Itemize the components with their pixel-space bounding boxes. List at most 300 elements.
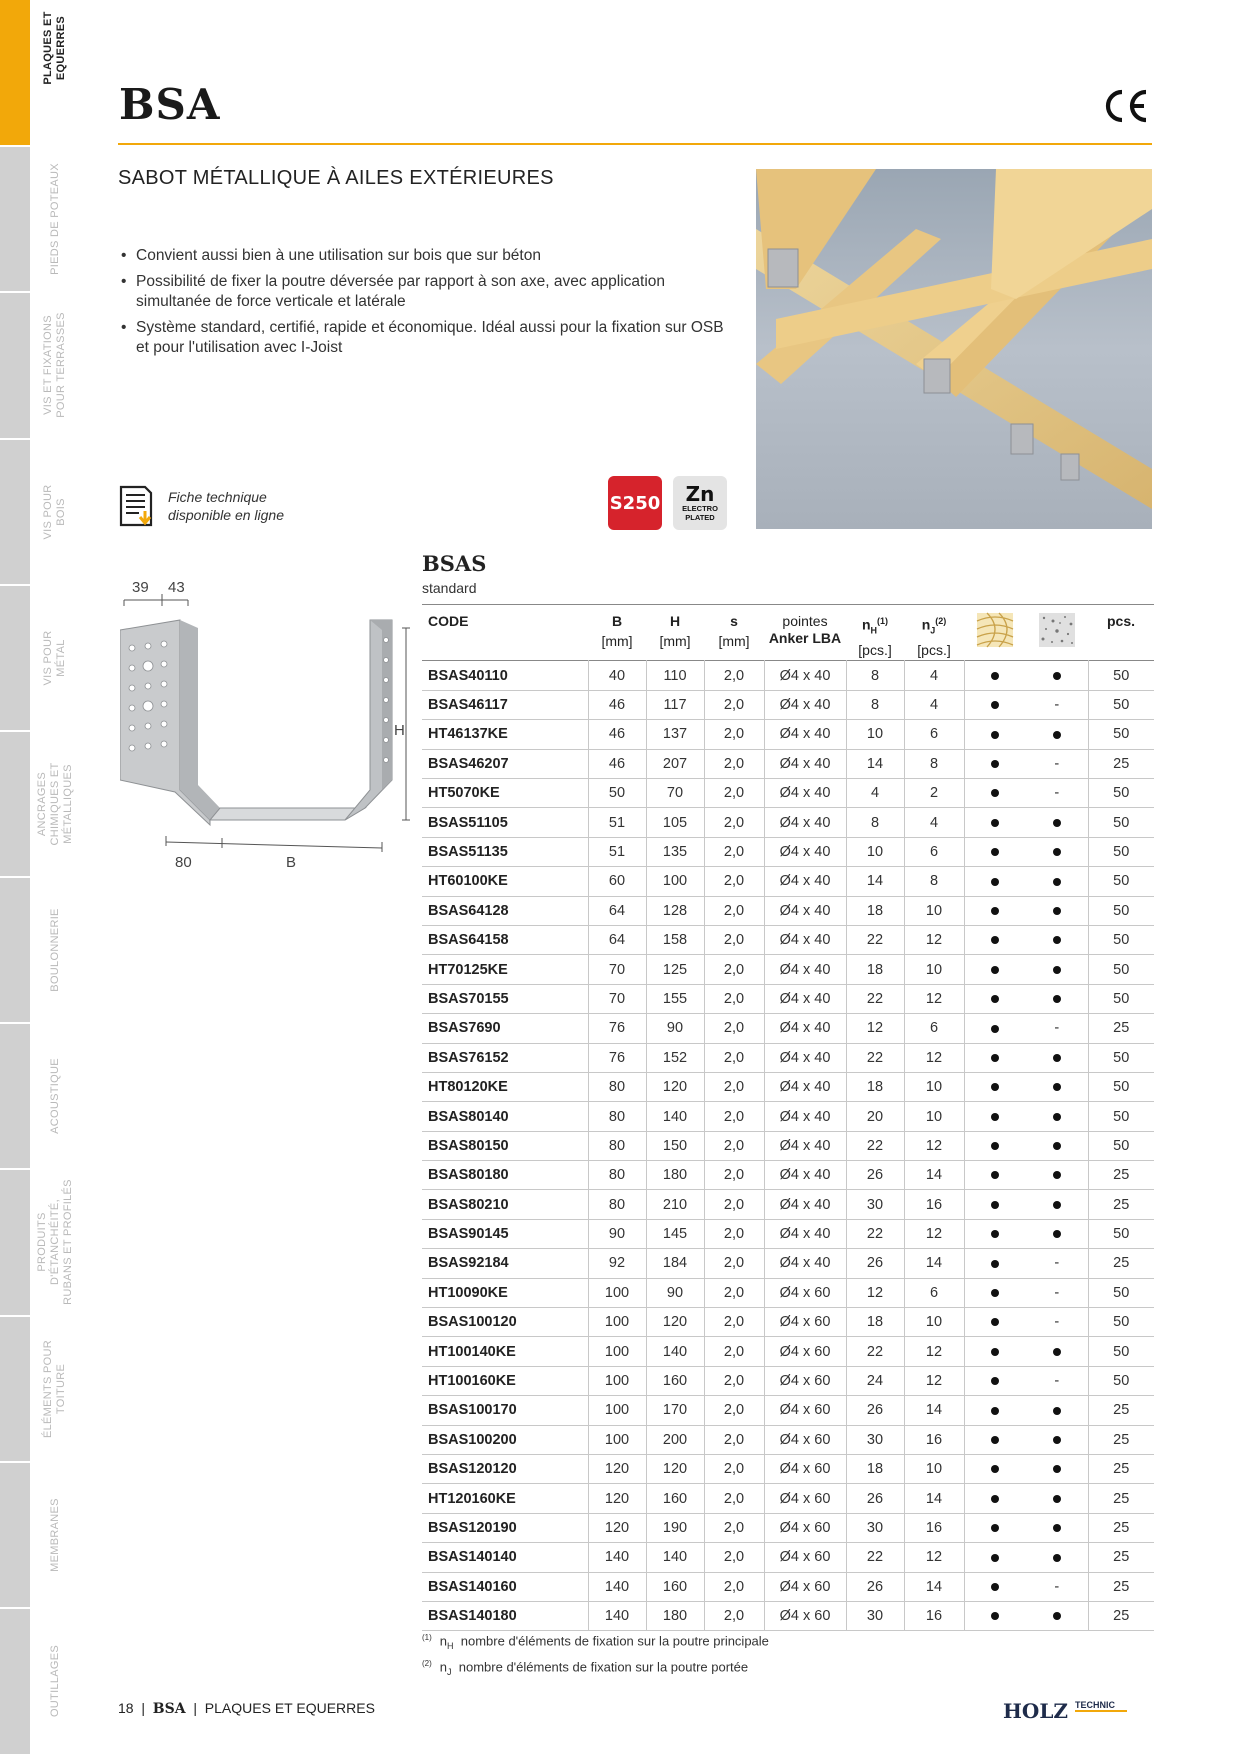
cell-concrete — [1026, 984, 1088, 1013]
cell-code: HT100140KE — [428, 1343, 516, 1360]
zn-sub-line: PLATED — [685, 513, 715, 522]
cell-concrete — [1026, 1043, 1088, 1072]
sidebar-tab-line: MÉTAL — [55, 639, 67, 677]
sidebar-tab-line: EQUERRES — [55, 15, 67, 81]
cell-concrete — [1026, 1219, 1088, 1248]
cell-h: 90 — [646, 1278, 704, 1307]
cell-s: 2,0 — [704, 1249, 764, 1278]
cell-code: HT120160KE — [428, 1490, 516, 1507]
cell-code: BSAS140180 — [428, 1608, 517, 1625]
table-row — [422, 779, 1154, 808]
cell-pcs: 50 — [1088, 779, 1154, 808]
cell-nh: 26 — [846, 1249, 904, 1278]
cell-nails: Ø4 x 60 — [764, 1425, 846, 1454]
footnote-symbol: n — [439, 1659, 448, 1675]
availability-dot — [991, 1377, 999, 1385]
availability-dot — [1053, 1113, 1061, 1121]
col-header-nh — [846, 605, 904, 661]
footnote — [422, 1629, 769, 1655]
availability-dot — [991, 1171, 999, 1179]
sidebar-tab-label[interactable] — [35, 734, 75, 874]
product-drawing — [120, 580, 420, 880]
cell-s: 2,0 — [704, 1278, 764, 1307]
cell-pcs: 25 — [1088, 1455, 1154, 1484]
cell-s: 2,0 — [704, 984, 764, 1013]
cell-wood — [964, 1072, 1026, 1101]
cell-nh: 24 — [846, 1366, 904, 1395]
cell-pcs: 50 — [1088, 1131, 1154, 1160]
zn-sublabel — [682, 504, 718, 522]
cell-h: 150 — [646, 1131, 704, 1160]
footnote-text: nombre d'éléments de fixation sur la poutre principale — [460, 1633, 769, 1649]
availability-dot — [991, 731, 999, 739]
cell-concrete: - — [1054, 697, 1060, 714]
cell-nh: 26 — [846, 1396, 904, 1425]
cell-nh: 22 — [846, 1131, 904, 1160]
sidebar-tab[interactable] — [0, 877, 30, 1023]
cell-nails: Ø4 x 60 — [764, 1513, 846, 1542]
col-header-label: H — [669, 613, 681, 629]
cell-s: 2,0 — [704, 1513, 764, 1542]
footnote — [422, 1655, 769, 1681]
availability-dot — [1053, 1348, 1061, 1356]
cell-s: 2,0 — [704, 1102, 764, 1131]
fiche-technique-text — [168, 488, 328, 524]
cell-wood — [964, 1572, 1026, 1601]
sidebar-tab[interactable] — [0, 0, 30, 146]
availability-dot — [1053, 878, 1061, 886]
cell-nj: 12 — [904, 1219, 964, 1248]
sidebar-separator — [0, 1461, 30, 1463]
availability-dot — [991, 1113, 999, 1121]
cell-h: 137 — [646, 720, 704, 749]
cell-nj: 6 — [904, 720, 964, 749]
cell-nj: 6 — [904, 837, 964, 866]
sidebar-tab-line: CHIMIQUES ET — [48, 762, 61, 846]
logo-sub-text: TECHNIC — [1075, 1700, 1115, 1710]
cell-h: 100 — [646, 867, 704, 896]
cell-s: 2,0 — [704, 1337, 764, 1366]
cell-b: 60 — [588, 867, 646, 896]
cell-nails: Ø4 x 40 — [764, 1043, 846, 1072]
cell-nails: Ø4 x 40 — [764, 1102, 846, 1131]
cell-pcs: 25 — [1088, 1513, 1154, 1542]
availability-dot — [1053, 966, 1061, 974]
cell-nh: 30 — [846, 1513, 904, 1542]
cell-nh: 22 — [846, 1219, 904, 1248]
sidebar-tab-line: VIS ET FIXATIONS — [42, 315, 54, 416]
cell-concrete — [1026, 925, 1088, 954]
cell-nj: 12 — [904, 925, 964, 954]
cell-nj: 10 — [904, 955, 964, 984]
cell-nj: 16 — [904, 1601, 964, 1630]
availability-dot — [991, 1524, 999, 1532]
cell-nh: 22 — [846, 984, 904, 1013]
cell-nj: 12 — [904, 1543, 964, 1572]
cell-h: 180 — [646, 1161, 704, 1190]
cell-b: 100 — [588, 1278, 646, 1307]
sidebar-tab-label[interactable] — [35, 1465, 75, 1605]
cell-concrete — [1026, 1601, 1088, 1630]
cell-code: BSAS70155 — [428, 990, 509, 1007]
cell-wood — [964, 720, 1026, 749]
cell-wood — [964, 1043, 1026, 1072]
col-header-wood — [964, 605, 1026, 661]
table-row — [422, 1366, 1154, 1395]
cell-pcs: 25 — [1088, 1543, 1154, 1572]
cell-b: 100 — [588, 1366, 646, 1395]
cell-s: 2,0 — [704, 1190, 764, 1219]
cell-nh: 12 — [846, 1278, 904, 1307]
cell-code: BSAS140140 — [428, 1549, 517, 1566]
cell-nj: 10 — [904, 1455, 964, 1484]
cell-nh: 10 — [846, 837, 904, 866]
cell-h: 140 — [646, 1543, 704, 1572]
sidebar-tab-line: BOULONNERIE — [48, 908, 61, 992]
table-row — [422, 1513, 1154, 1542]
cell-nj: 6 — [904, 1014, 964, 1043]
cell-nails: Ø4 x 40 — [764, 984, 846, 1013]
cell-s: 2,0 — [704, 1131, 764, 1160]
cell-code: HT80120KE — [428, 1079, 508, 1096]
table-body — [422, 661, 1154, 1631]
cell-wood — [964, 1337, 1026, 1366]
cell-s: 2,0 — [704, 896, 764, 925]
sidebar-tab-label[interactable] — [35, 588, 75, 728]
availability-dot — [1053, 1201, 1061, 1209]
sidebar-tab-line: VIS POUR — [42, 484, 54, 540]
cell-concrete — [1026, 1161, 1088, 1190]
sidebar-tab[interactable] — [0, 1169, 30, 1315]
sidebar-separator — [0, 730, 30, 732]
cell-nails: Ø4 x 40 — [764, 1072, 846, 1101]
cell-h: 117 — [646, 690, 704, 719]
cell-b: 64 — [588, 896, 646, 925]
zn-label: Zn — [685, 482, 715, 506]
sidebar-separator — [0, 438, 30, 440]
cell-h: 145 — [646, 1219, 704, 1248]
cell-pcs: 50 — [1088, 720, 1154, 749]
cell-b: 50 — [588, 779, 646, 808]
cell-code: BSAS80180 — [428, 1167, 509, 1184]
cell-s: 2,0 — [704, 867, 764, 896]
cell-nh: 20 — [846, 1102, 904, 1131]
cell-code: HT70125KE — [428, 961, 508, 978]
cell-wood — [964, 837, 1026, 866]
sidebar-tab-line: MÉTALLIQUES — [61, 764, 74, 844]
cell-pcs: 25 — [1088, 1601, 1154, 1630]
cell-code: BSAS80140 — [428, 1108, 509, 1125]
sidebar-tab-line: ANCRAGES — [35, 771, 48, 836]
cell-h: 120 — [646, 1308, 704, 1337]
cell-pcs: 50 — [1088, 925, 1154, 954]
cell-nails: Ø4 x 40 — [764, 1249, 846, 1278]
cell-wood — [964, 1249, 1026, 1278]
cell-nails: Ø4 x 40 — [764, 661, 846, 690]
cell-nh: 30 — [846, 1190, 904, 1219]
availability-dot — [1053, 1612, 1061, 1620]
col-header-label: n — [861, 616, 871, 633]
cell-pcs: 50 — [1088, 661, 1154, 690]
cell-b: 46 — [588, 690, 646, 719]
sidebar-separator — [0, 1315, 30, 1317]
col-header-s — [704, 605, 764, 661]
cell-b: 80 — [588, 1161, 646, 1190]
table-row — [422, 1014, 1154, 1043]
cell-nj: 8 — [904, 749, 964, 778]
cell-code: BSAS64128 — [428, 902, 509, 919]
cell-b: 51 — [588, 837, 646, 866]
page-number: 18 — [118, 1700, 134, 1716]
cell-h: 128 — [646, 896, 704, 925]
cell-pcs: 50 — [1088, 1278, 1154, 1307]
availability-dot — [1053, 995, 1061, 1003]
sidebar-tab-label[interactable] — [35, 0, 75, 118]
cell-b: 140 — [588, 1572, 646, 1601]
cell-pcs: 50 — [1088, 955, 1154, 984]
cell-b: 64 — [588, 925, 646, 954]
cell-pcs: 50 — [1088, 1219, 1154, 1248]
cell-nj: 4 — [904, 808, 964, 837]
availability-dot — [991, 1025, 999, 1033]
cell-pcs: 50 — [1088, 867, 1154, 896]
cell-b: 140 — [588, 1601, 646, 1630]
cell-nh: 22 — [846, 1043, 904, 1072]
table-row — [422, 955, 1154, 984]
col-header-concrete — [1026, 605, 1088, 661]
cell-pcs: 25 — [1088, 1396, 1154, 1425]
sidebar-tab-label[interactable] — [35, 1026, 75, 1166]
cell-b: 40 — [588, 661, 646, 690]
cell-nails: Ø4 x 60 — [764, 1572, 846, 1601]
table-row — [422, 1425, 1154, 1454]
cell-nails: Ø4 x 40 — [764, 749, 846, 778]
sidebar-separator — [0, 1022, 30, 1024]
cell-wood — [964, 661, 1026, 690]
cell-h: 210 — [646, 1190, 704, 1219]
sidebar-tab-label[interactable] — [35, 149, 75, 289]
table-header — [422, 605, 1154, 661]
cell-nails: Ø4 x 60 — [764, 1396, 846, 1425]
cell-nails: Ø4 x 40 — [764, 1219, 846, 1248]
cell-s: 2,0 — [704, 1484, 764, 1513]
cell-s: 2,0 — [704, 749, 764, 778]
cell-concrete — [1026, 1396, 1088, 1425]
cell-nh: 8 — [846, 808, 904, 837]
spec-table — [422, 604, 1154, 1631]
sidebar-tab-label[interactable] — [35, 880, 75, 1020]
cell-nails: Ø4 x 60 — [764, 1366, 846, 1395]
cell-code: BSAS64158 — [428, 932, 509, 949]
cell-s: 2,0 — [704, 1366, 764, 1395]
cell-nails: Ø4 x 40 — [764, 837, 846, 866]
cell-h: 125 — [646, 955, 704, 984]
cell-s: 2,0 — [704, 808, 764, 837]
cell-nh: 4 — [846, 779, 904, 808]
cell-b: 92 — [588, 1249, 646, 1278]
cell-h: 170 — [646, 1396, 704, 1425]
sidebar-separator — [0, 145, 30, 147]
cell-h: 160 — [646, 1366, 704, 1395]
page-subtitle: SABOT MÉTALLIQUE À AILES EXTÉRIEURES — [118, 167, 554, 189]
cell-code: BSAS100120 — [428, 1314, 517, 1331]
table-row — [422, 1572, 1154, 1601]
cell-wood — [964, 1102, 1026, 1131]
zn-sub-line: ELECTRO — [682, 504, 718, 513]
table-row — [422, 1043, 1154, 1072]
cell-wood — [964, 1455, 1026, 1484]
cell-concrete — [1026, 661, 1088, 690]
col-header-unit: [mm] — [718, 633, 750, 649]
sidebar-tab-line: BOIS — [55, 497, 67, 526]
cell-nj: 4 — [904, 690, 964, 719]
cell-code: BSAS46117 — [428, 697, 508, 714]
sidebar-tab-label[interactable] — [35, 442, 75, 582]
cell-s: 2,0 — [704, 779, 764, 808]
cell-pcs: 50 — [1088, 690, 1154, 719]
table-row — [422, 984, 1154, 1013]
footnote-symbol: n — [439, 1633, 448, 1649]
sidebar-tab[interactable] — [0, 731, 30, 877]
sidebar-tab[interactable] — [0, 439, 30, 585]
cell-concrete — [1026, 1072, 1088, 1101]
table-row — [422, 1072, 1154, 1101]
cell-concrete: - — [1054, 1284, 1060, 1301]
sidebar-tab-label[interactable] — [35, 1611, 75, 1751]
cell-s: 2,0 — [704, 720, 764, 749]
cell-concrete — [1026, 808, 1088, 837]
cell-concrete — [1026, 1484, 1088, 1513]
ce-mark-icon — [1100, 86, 1152, 126]
feature-list — [120, 246, 740, 364]
cell-h: 90 — [646, 1014, 704, 1043]
cell-b: 120 — [588, 1513, 646, 1542]
availability-dot — [991, 701, 999, 709]
page-title: BSA — [119, 80, 221, 129]
cell-nj: 14 — [904, 1484, 964, 1513]
cell-pcs: 50 — [1088, 1337, 1154, 1366]
cell-code: BSAS80210 — [428, 1196, 509, 1213]
sidebar-tab-label[interactable] — [35, 1172, 75, 1312]
col-header-nj — [904, 605, 964, 661]
holz-technic-logo — [1003, 1696, 1133, 1722]
sidebar-tab[interactable] — [0, 146, 30, 292]
footnote-sub: J — [447, 1666, 452, 1677]
cell-nj: 12 — [904, 1131, 964, 1160]
section-title: BSAS — [422, 551, 487, 576]
footnote-text: nombre d'éléments de fixation sur la poutre portée — [458, 1659, 749, 1675]
cell-nj: 16 — [904, 1425, 964, 1454]
cell-nails: Ø4 x 40 — [764, 779, 846, 808]
sidebar-tab[interactable] — [0, 1608, 30, 1754]
availability-dot — [991, 1583, 999, 1591]
availability-dot — [991, 1495, 999, 1503]
table-row — [422, 867, 1154, 896]
cell-concrete — [1026, 955, 1088, 984]
availability-dot — [991, 1230, 999, 1238]
cell-pcs: 25 — [1088, 1572, 1154, 1601]
cell-s: 2,0 — [704, 1455, 764, 1484]
sidebar-tab-label[interactable] — [35, 295, 75, 435]
cell-s: 2,0 — [704, 1219, 764, 1248]
cell-pcs: 50 — [1088, 984, 1154, 1013]
cell-nj: 2 — [904, 779, 964, 808]
cell-b: 46 — [588, 720, 646, 749]
cell-concrete: - — [1054, 1373, 1060, 1390]
cell-code: BSAS7690 — [428, 1020, 501, 1037]
cell-nails: Ø4 x 40 — [764, 808, 846, 837]
cell-nj: 10 — [904, 896, 964, 925]
cell-pcs: 50 — [1088, 1043, 1154, 1072]
cell-concrete: - — [1054, 755, 1060, 772]
availability-dot — [1053, 848, 1061, 856]
sidebar-tab[interactable] — [0, 292, 30, 438]
cell-concrete — [1026, 1455, 1088, 1484]
cell-b: 76 — [588, 1014, 646, 1043]
cell-nh: 18 — [846, 1072, 904, 1101]
cell-nj: 14 — [904, 1396, 964, 1425]
cell-nj: 16 — [904, 1190, 964, 1219]
sidebar-tab[interactable] — [0, 1316, 30, 1462]
sidebar-tab[interactable] — [0, 1023, 30, 1169]
sidebar-tab-line: D'ÉTANCHÉITÉ, — [48, 1199, 61, 1286]
table-row — [422, 896, 1154, 925]
cell-concrete — [1026, 720, 1088, 749]
footnote-mark: (2) — [422, 1658, 432, 1668]
availability-dot — [1053, 1142, 1061, 1150]
availability-dot — [991, 1554, 999, 1562]
cell-nails: Ø4 x 40 — [764, 1131, 846, 1160]
sidebar-tab[interactable] — [0, 585, 30, 731]
dim-label: H — [394, 722, 405, 739]
sidebar-tab[interactable] — [0, 1462, 30, 1608]
cell-b: 80 — [588, 1131, 646, 1160]
cell-nails: Ø4 x 60 — [764, 1337, 846, 1366]
cell-s: 2,0 — [704, 837, 764, 866]
sidebar-tab-label[interactable] — [35, 1319, 75, 1459]
feature-item: • Système standard, certifié, rapide et économique. Idéal aussi pour la fixation sur OSB et pour l'utilisation avec I-Joist — [120, 318, 740, 358]
cell-nh: 12 — [846, 1014, 904, 1043]
cell-nails: Ø4 x 40 — [764, 1014, 846, 1043]
dim-label: B — [286, 854, 297, 871]
wood-icon — [973, 611, 1017, 649]
col-header-unit: Anker LBA — [768, 630, 842, 646]
col-header-sup: (2) — [935, 616, 947, 626]
cell-wood — [964, 690, 1026, 719]
cell-code: BSAS40110 — [428, 667, 508, 684]
cell-wood — [964, 1366, 1026, 1395]
sidebar-separator — [0, 1168, 30, 1170]
cell-concrete: - — [1054, 785, 1060, 802]
cell-nj: 14 — [904, 1249, 964, 1278]
cell-s: 2,0 — [704, 1072, 764, 1101]
cell-nails: Ø4 x 40 — [764, 955, 846, 984]
document-download-icon — [117, 481, 157, 529]
cell-wood — [964, 1396, 1026, 1425]
cell-nj: 14 — [904, 1572, 964, 1601]
availability-dot — [991, 936, 999, 944]
sidebar-tab-line: MEMBRANES — [48, 1497, 61, 1572]
cell-nj: 10 — [904, 1308, 964, 1337]
cell-concrete: - — [1054, 1020, 1060, 1037]
availability-dot — [991, 760, 999, 768]
cell-b: 120 — [588, 1455, 646, 1484]
cell-pcs: 50 — [1088, 1366, 1154, 1395]
cell-nh: 26 — [846, 1161, 904, 1190]
cell-concrete — [1026, 1131, 1088, 1160]
cell-nails: Ø4 x 40 — [764, 867, 846, 896]
availability-dot — [1053, 1407, 1061, 1415]
